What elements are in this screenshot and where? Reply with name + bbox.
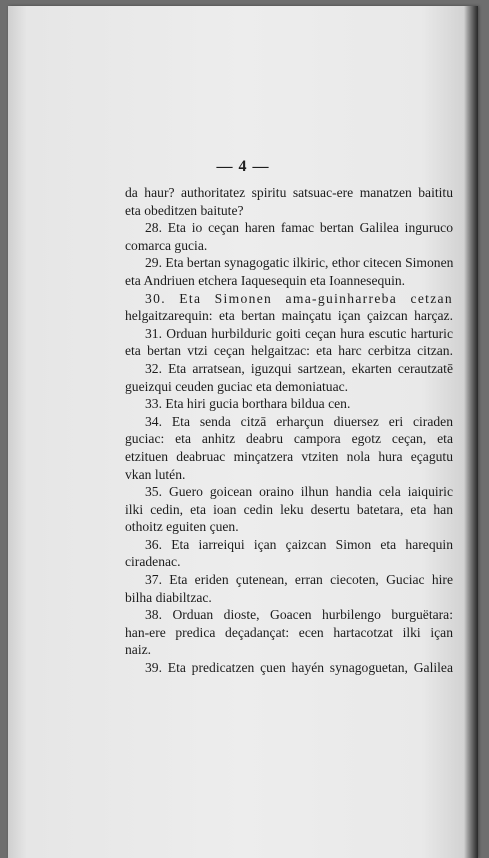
text-line: ilki cedin, eta ioan cedin leku desertu batetara, eta han <box>125 501 453 517</box>
text-line: 34. Eta senda citzā erharçun diuersez eri ciraden <box>145 413 453 429</box>
text-line: etzituen deabruac minçatzera vtziten nola hura eçagutu <box>125 448 453 464</box>
text-line: ciradenac. <box>125 554 181 570</box>
body-text <box>125 184 453 677</box>
text-line: 36. Eta iarreiqui içan çaizcan Simon eta harequin <box>145 536 453 552</box>
verse-37 <box>125 571 453 606</box>
verse-39 <box>125 659 453 677</box>
text-line: 28. Eta io ceçan haren famac bertan Galilea inguruco <box>145 220 453 236</box>
text-line: 30. Eta Simonen ama-guinharreba cetzan <box>145 290 453 306</box>
paragraph-continuation <box>125 184 453 219</box>
text-line: comarca gucia. <box>125 237 208 253</box>
text-line: 37. Eta eriden çutenean, erran ciecoten, Guciac hire <box>145 572 453 588</box>
verse-33 <box>125 395 453 413</box>
verse-32 <box>125 360 453 395</box>
text-line: han-ere predica deçadançat: ecen hartacotzat ilki içan <box>125 624 453 640</box>
text-line: eta obeditzen baitute? <box>125 202 244 218</box>
text-line: 32. Eta arratsean, iguzqui sartzean, ekarten cerautzatē <box>145 360 453 376</box>
text-line: 38. Orduan dioste, Goacen hurbilengo burguëtara: <box>145 607 453 623</box>
text-line: guciac: eta anhitz deabru campora egotz ceçan, eta <box>125 431 453 447</box>
verse-30 <box>125 290 453 325</box>
text-line: eta Andriuen etchera Iaquesequin eta Ioannesequin. <box>125 272 406 288</box>
verse-34 <box>125 413 453 483</box>
verse-36 <box>125 536 453 571</box>
text-line: da haur? authoritatez spiritu satsuac-ere manatzen baititu <box>125 185 453 200</box>
page-spine-shadow <box>464 6 478 858</box>
text-line: gueizqui ceuden guciac eta demoniatuac. <box>125 378 349 394</box>
page-number: — 4 — <box>216 158 270 175</box>
text-line: 35. Guero goicean oraino ilhun handia cela iaiquiric <box>145 484 453 500</box>
text-line: 31. Orduan hurbilduric goiti ceçan hura escutic harturic <box>145 325 453 341</box>
text-line: othoitz eguiten çuen. <box>125 519 239 535</box>
text-line: 39. Eta predicatzen çuen hayén synagoguetan, Galilea <box>145 660 453 676</box>
text-line: bilha diabiltzac. <box>125 589 212 605</box>
verse-31 <box>125 325 453 360</box>
text-line: 33. Eta hiri gucia borthara bildua cen. <box>145 396 351 412</box>
text-line: helgaitzarequin: eta bertan mainçatu içan çaizcan harçaz. <box>125 308 453 324</box>
verse-29 <box>125 254 453 289</box>
text-line: naiz. <box>125 642 152 658</box>
book-page <box>8 6 478 858</box>
verse-38 <box>125 606 453 659</box>
text-line: vkan lutén. <box>125 466 186 482</box>
verse-28 <box>125 219 453 254</box>
verse-35 <box>125 483 453 536</box>
text-line: 29. Eta bertan synagogatic ilkiric, ethor citecen Simonen <box>145 255 454 271</box>
text-line: eta bertan vtzi ceçan helgaitzac: eta harc cerbitza citzan. <box>125 343 453 359</box>
